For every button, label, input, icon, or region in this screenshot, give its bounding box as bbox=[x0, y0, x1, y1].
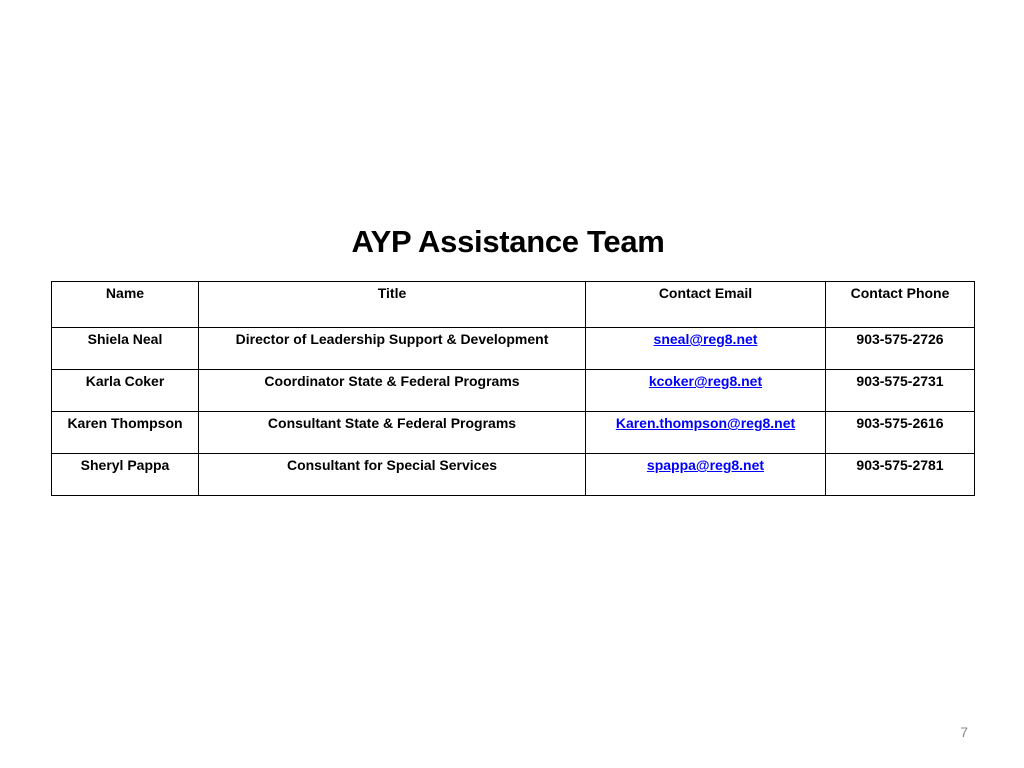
cell-phone: 903-575-2616 bbox=[826, 412, 975, 454]
cell-phone: 903-575-2781 bbox=[826, 454, 975, 496]
cell-title: Consultant State & Federal Programs bbox=[199, 412, 586, 454]
cell-name: Shiela Neal bbox=[52, 328, 199, 370]
table-header-row bbox=[52, 282, 975, 328]
header-contact-email: Contact Email bbox=[586, 282, 826, 328]
header-contact-phone: Contact Phone bbox=[826, 282, 975, 328]
cell-email bbox=[586, 328, 826, 370]
header-title: Title bbox=[199, 282, 586, 328]
cell-phone: 903-575-2726 bbox=[826, 328, 975, 370]
cell-name: Sheryl Pappa bbox=[52, 454, 199, 496]
cell-title: Consultant for Special Services bbox=[199, 454, 586, 496]
header-name: Name bbox=[52, 282, 199, 328]
cell-email bbox=[586, 412, 826, 454]
table-row bbox=[52, 328, 975, 370]
cell-phone: 903-575-2731 bbox=[826, 370, 975, 412]
email-link[interactable]: kcoker@reg8.net bbox=[648, 373, 763, 389]
table-row bbox=[52, 370, 975, 412]
cell-email bbox=[586, 454, 826, 496]
email-link[interactable]: Karen.thompson@reg8.net bbox=[615, 415, 796, 431]
contact-table bbox=[51, 281, 975, 496]
table-row bbox=[52, 454, 975, 496]
email-link[interactable]: sneal@reg8.net bbox=[653, 331, 758, 347]
cell-name: Karen Thompson bbox=[52, 412, 199, 454]
cell-title: Director of Leadership Support & Development bbox=[199, 328, 586, 370]
cell-email bbox=[586, 370, 826, 412]
table-row bbox=[52, 412, 975, 454]
slide-page-number: 7 bbox=[960, 724, 968, 740]
cell-name: Karla Coker bbox=[52, 370, 199, 412]
slide-title: AYP Assistance Team bbox=[351, 224, 665, 259]
email-link[interactable]: spappa@reg8.net bbox=[646, 457, 765, 473]
cell-title: Coordinator State & Federal Programs bbox=[199, 370, 586, 412]
